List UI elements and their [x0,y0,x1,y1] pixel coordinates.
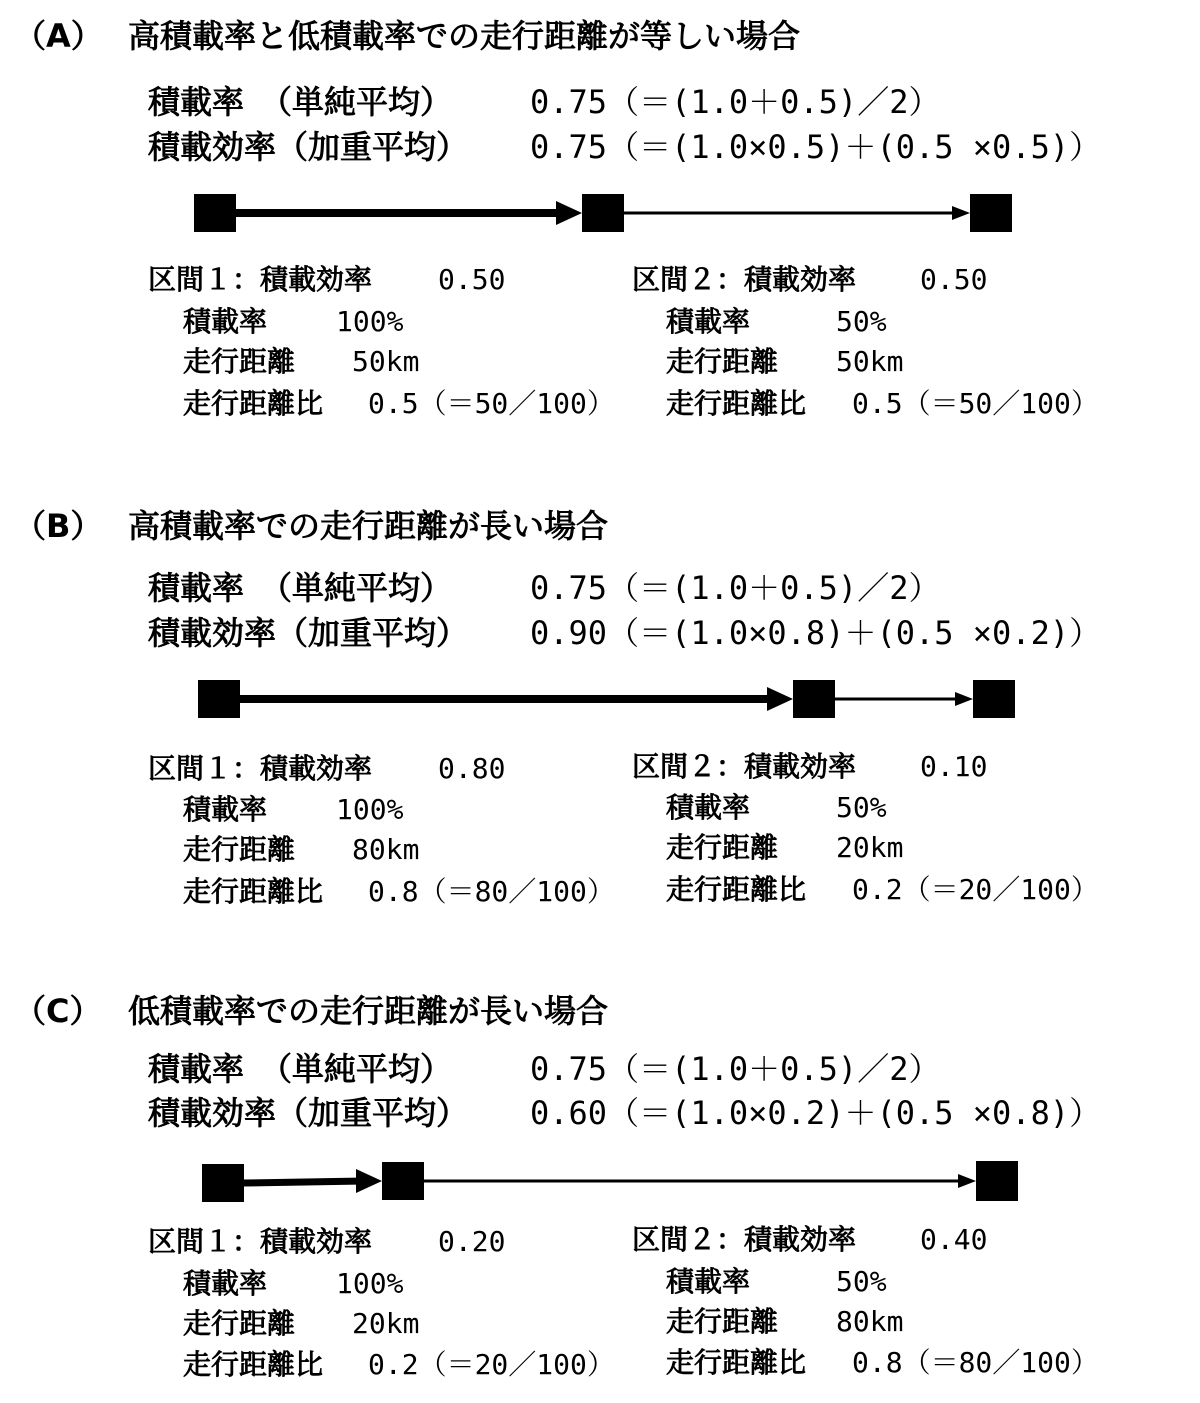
load-rate-value: 50% [836,305,887,338]
section-label: （A） [14,17,103,55]
load-rate-value: 100% [336,793,404,826]
segment-heading: 区間２：積載効率 [632,263,857,296]
segment-heading: 区間１：積載効率 [148,263,373,296]
load-rate-value: 100% [336,305,404,338]
distance-ratio-label: 走行距離比 [666,873,807,906]
segment-heading: 区間２：積載効率 [632,750,857,783]
distance-ratio-value: 0.5（＝50／100） [368,387,615,420]
distance-ratio-label: 走行距離比 [183,387,324,420]
weighted-average-value: 0.60（＝(1.0×0.2)＋(0.5 ×0.8)） [530,1094,1102,1132]
load-rate-label: 積載率 [666,1265,751,1298]
distance-ratio-value: 0.8（＝80／100） [852,1346,1099,1379]
load-rate-value: 50% [836,1265,887,1298]
distance-ratio-label: 走行距離比 [666,1346,807,1379]
segment-1-arrowhead [556,201,582,225]
segment-efficiency: 0.50 [438,263,506,296]
simple-average-label: 積載率 （単純平均） [148,83,453,121]
segment-efficiency: 0.10 [920,750,988,783]
segment-heading: 区間１：積載効率 [148,752,373,785]
distance-label: 走行距離 [183,833,296,866]
weighted-average-label: 積載効率（加重平均） [148,614,469,652]
segment-2-arrowhead [952,206,970,220]
segment-efficiency: 0.50 [920,263,988,296]
segment-heading: 区間１：積載効率 [148,1225,373,1258]
distance-value: 80km [836,1305,904,1338]
weighted-average-label: 積載効率（加重平均） [148,128,469,166]
distance-value: 20km [836,831,904,864]
start-node [194,194,236,232]
distance-ratio-value: 0.5（＝50／100） [852,387,1099,420]
section-title: 高積載率と低積載率での走行距離が等しい場合 [128,17,801,55]
distance-ratio-label: 走行距離比 [183,1348,324,1381]
distance-ratio-value: 0.2（＝20／100） [852,873,1099,906]
simple-average-value: 0.75（＝(1.0＋0.5)／2） [530,83,941,121]
section-title: 高積載率での走行距離が長い場合 [128,507,609,545]
distance-ratio-value: 0.8（＝80／100） [368,875,615,908]
distance-label: 走行距離 [183,345,296,378]
distance-ratio-label: 走行距離比 [666,387,807,420]
section-label: （C） [14,992,102,1030]
distance-ratio-label: 走行距離比 [183,875,324,908]
distance-value: 50km [836,345,904,378]
end-node [973,680,1015,718]
segment-efficiency: 0.20 [438,1225,506,1258]
distance-value: 80km [352,833,420,866]
segment-2-arrowhead [955,692,973,706]
middle-node [382,1162,424,1200]
weighted-average-value: 0.75（＝(1.0×0.5)＋(0.5 ×0.5)） [530,128,1102,166]
route-diagram [0,185,1200,245]
load-rate-value: 50% [836,791,887,824]
simple-average-value: 0.75（＝(1.0＋0.5)／2） [530,569,941,607]
distance-value: 20km [352,1307,420,1340]
load-rate-label: 積載率 [666,305,751,338]
distance-value: 50km [352,345,420,378]
segment-1-line [244,1181,364,1183]
load-rate-value: 100% [336,1267,404,1300]
segment-1-arrowhead [356,1169,382,1193]
distance-ratio-value: 0.2（＝20／100） [368,1348,615,1381]
route-diagram [0,1150,1200,1210]
section-title: 低積載率での走行距離が長い場合 [128,992,609,1030]
segment-heading: 区間２：積載効率 [632,1223,857,1256]
weighted-average-label: 積載効率（加重平均） [148,1094,469,1132]
simple-average-label: 積載率 （単純平均） [148,1050,453,1088]
middle-node [582,194,624,232]
distance-label: 走行距離 [666,345,779,378]
end-node [976,1161,1018,1201]
middle-node [793,680,835,718]
segment-efficiency: 0.80 [438,752,506,785]
load-rate-label: 積載率 [666,791,751,824]
segment-2-arrowhead [958,1174,976,1188]
load-rate-label: 積載率 [183,1267,268,1300]
start-node [198,680,240,718]
distance-label: 走行距離 [666,831,779,864]
distance-label: 走行距離 [183,1307,296,1340]
segment-efficiency: 0.40 [920,1223,988,1256]
load-rate-label: 積載率 [183,793,268,826]
weighted-average-value: 0.90（＝(1.0×0.8)＋(0.5 ×0.2)） [530,614,1102,652]
segment-1-arrowhead [767,687,793,711]
load-rate-label: 積載率 [183,305,268,338]
simple-average-value: 0.75（＝(1.0＋0.5)／2） [530,1050,941,1088]
route-diagram [0,670,1200,730]
distance-label: 走行距離 [666,1305,779,1338]
end-node [970,194,1012,232]
section-label: （B） [14,507,103,545]
simple-average-label: 積載率 （単純平均） [148,569,453,607]
start-node [202,1164,244,1202]
